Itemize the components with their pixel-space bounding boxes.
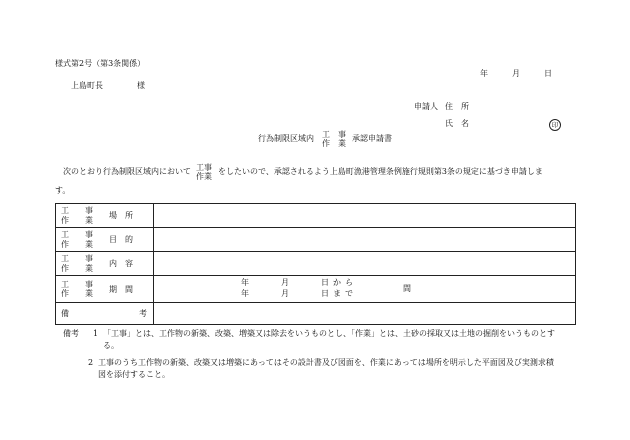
date-month-label: 月 <box>512 69 520 78</box>
notes-label: 備考 <box>63 329 79 338</box>
applicant-address-label: 住 所 <box>445 102 469 111</box>
row-prefix-bottom: 作 業 <box>61 239 93 249</box>
note-1-number: 1 <box>93 329 99 338</box>
body-option-bottom: 作業 <box>196 172 212 182</box>
remarks-label-second: 考 <box>139 309 147 318</box>
row-prefix-stack <box>61 230 93 248</box>
remarks-label-first: 備 <box>61 309 69 318</box>
field-purpose-value[interactable] <box>154 228 576 252</box>
row-prefix-top: 工 事 <box>61 206 93 216</box>
date-year-label: 年 <box>480 69 488 78</box>
period-start-month: 月 <box>281 278 289 287</box>
title-option-stack <box>322 130 346 148</box>
note-1-line2: る。 <box>103 340 119 350</box>
title-suffix: 承認申請書 <box>352 134 392 144</box>
addressee-honorific: 様 <box>137 81 145 90</box>
row-prefix-top: 工 事 <box>61 254 93 264</box>
period-total: 間 <box>403 284 411 293</box>
period-end-day: 日まで <box>321 289 357 298</box>
row-label-purpose <box>56 228 154 252</box>
table-row-remarks <box>56 303 576 325</box>
body-option-stack <box>196 163 212 181</box>
note-1-text <box>103 328 555 351</box>
field-location-value[interactable] <box>154 204 576 228</box>
period-start-year: 年 <box>241 278 249 287</box>
title-option-bottom: 作 業 <box>322 139 346 149</box>
row-prefix-bottom: 作 業 <box>61 289 93 298</box>
note-2-line1: 工事のうち工作物の新築、改築又は増築にあってはその設計書及び図面を、作業にあっては場所を明示した平面図及び実測求積 <box>98 358 554 367</box>
row-prefix-bottom: 作 業 <box>61 215 93 225</box>
field-content-value[interactable] <box>154 252 576 276</box>
table-row-purpose <box>56 228 576 252</box>
row-label-content <box>56 252 154 276</box>
row-prefix-stack <box>61 206 93 224</box>
seal-mark: 印 <box>549 119 561 131</box>
date-day-label: 日 <box>544 69 552 78</box>
period-start-day: 日から <box>321 278 357 287</box>
row-prefix-top: 工 事 <box>61 230 93 240</box>
row-word-purpose: 目 的 <box>109 235 133 244</box>
row-word-content: 内 容 <box>109 259 133 268</box>
row-prefix-top: 工 事 <box>61 279 93 289</box>
title-option-top: 工 事 <box>322 130 346 139</box>
row-prefix-stack <box>61 254 93 272</box>
row-label-remarks <box>56 303 154 325</box>
body-option-top: 工事 <box>196 163 212 172</box>
body-tail: す。 <box>55 186 71 195</box>
row-word-location: 場 所 <box>109 211 133 220</box>
body-after: をしたいので、承認されるよう上島町漁港管理条例施行規則第3条の規定に基づき申請しま <box>218 167 543 177</box>
period-end-month: 月 <box>281 289 289 298</box>
table-row-content <box>56 252 576 276</box>
note-2-line2: 図を添付すること。 <box>98 369 170 379</box>
row-prefix-stack <box>61 280 93 298</box>
applicant-name-label: 氏 名 <box>445 119 469 128</box>
row-label-period <box>56 276 154 303</box>
addressee: 上島町長 <box>71 81 103 90</box>
period-end-year: 年 <box>241 289 249 298</box>
document-title <box>258 130 392 148</box>
note-2-text <box>98 357 554 380</box>
body-before: 次のとおり行為制限区域内において <box>63 167 191 177</box>
applicant-label: 申請人 <box>414 102 438 111</box>
field-remarks-value[interactable] <box>154 303 576 325</box>
title-prefix: 行為制限区域内 <box>258 134 314 144</box>
row-word-period: 期 間 <box>109 284 133 294</box>
table-row-period <box>56 276 576 303</box>
row-prefix-bottom: 作 業 <box>61 263 93 273</box>
application-table <box>55 203 576 325</box>
field-period-value[interactable] <box>154 276 576 303</box>
note-2-number: 2 <box>88 358 94 367</box>
table-row-location <box>56 204 576 228</box>
row-label-location <box>56 204 154 228</box>
form-number: 様式第2号（第3条関係） <box>55 59 146 68</box>
body-sentence <box>63 163 543 181</box>
note-1-line1: 「工事」とは、工作物の新築、改築、増築又は除去をいうものとし、「作業」とは、土砂の採取又は土地の掘削をいうものとす <box>103 329 555 338</box>
